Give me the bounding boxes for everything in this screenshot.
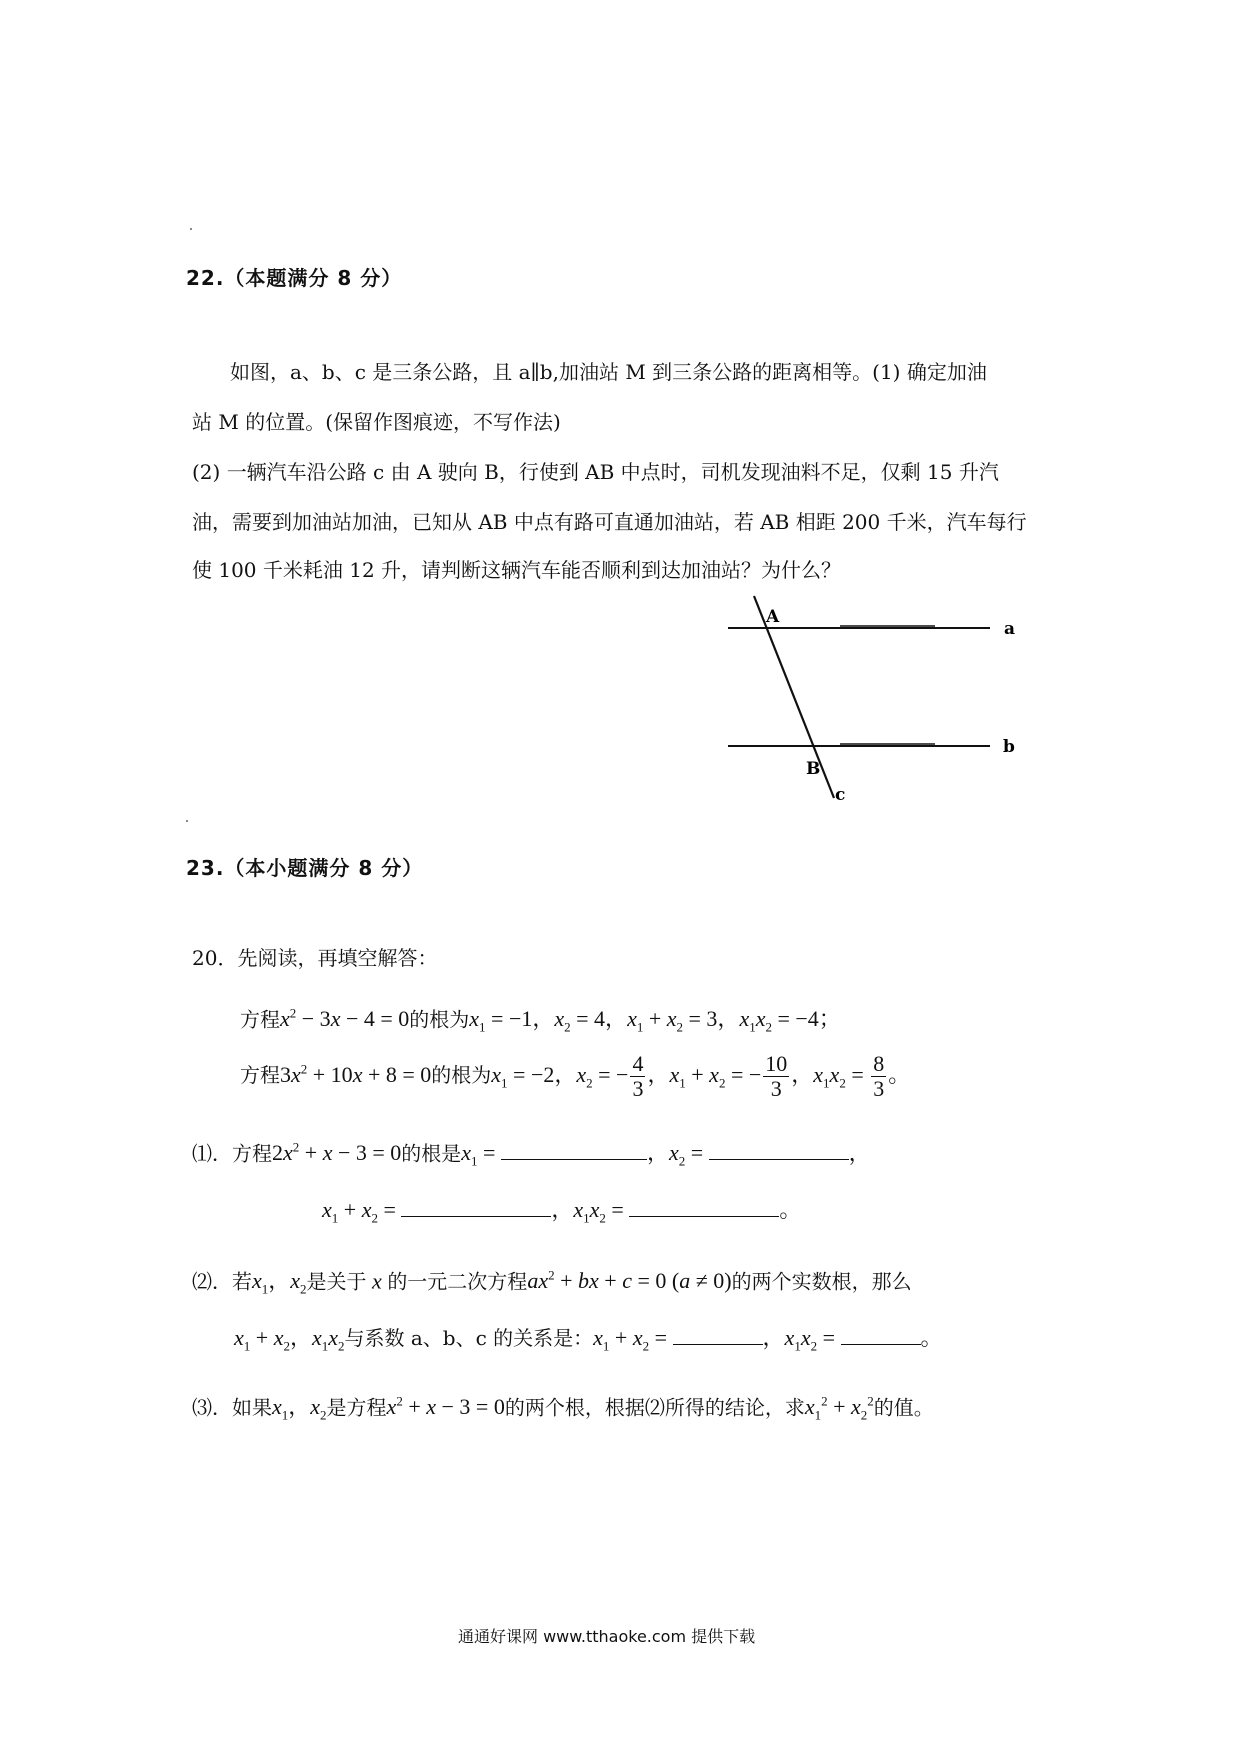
part2-text: 与系数 a、b、c 的关系是： <box>344 1326 594 1350</box>
scan-dot <box>190 228 192 230</box>
q22-paragraph-line: (2) 一辆汽车沿公路 c 由 A 驶向 B，行使到 AB 中点时，司机发现油料不足，仅剩 15 升汽 <box>192 460 999 484</box>
part1-label: ⑴．方程 <box>192 1141 272 1166</box>
part2-text: 的两个实数根，那么 <box>731 1269 912 1294</box>
part2-text: 是关于 <box>306 1269 367 1294</box>
part2-line-1: ⑵．若$x_1$，$x_2$是关于 x 的一元二次方程$ax^2$ + bx + c = 0 (a ≠ 0)的两个实数根，那么 <box>192 1268 912 1297</box>
road-b-label: b <box>1003 737 1015 757</box>
point-b-label: B <box>806 759 821 779</box>
answer-blank-sum-relation[interactable] <box>673 1326 763 1345</box>
part3-label: ⑶．如果 <box>192 1395 272 1420</box>
q22-paragraph-line: 如图，a、b、c 是三条公路，且 a∥b,加油站 M 到三条公路的距离相等。(1) 确定加油 <box>230 360 987 384</box>
example-line-1: 方程$x^2 - 3x - 4 = 0$的根为$x_1 = -1$，$x_2 = 4$，$x_1 + x_2 = 3$，$x_1x_2 = -4$； <box>240 1006 841 1035</box>
q22-heading: 22.（本题满分 8 分） <box>186 266 403 290</box>
q22-paragraph-line: 使 100 千米耗油 12 升，请判断这辆汽车能否顺利到达加油站？为什么？ <box>192 558 842 582</box>
road-a-label: a <box>1004 619 1016 639</box>
example-label: 的根为 <box>409 1007 470 1032</box>
point-a-label: A <box>766 607 780 627</box>
part3-text: 的两个根，根据⑵所得的结论，求 <box>504 1395 805 1420</box>
part2-text: 的一元二次方程 <box>387 1269 528 1294</box>
answer-blank-x1[interactable] <box>501 1141 647 1160</box>
q22-figure <box>720 592 1040 812</box>
answer-blank-x2[interactable] <box>709 1141 849 1160</box>
part3-line: ⑶．如果$x_1$，$x_2$是方程$x^2 + x - 3 = 0$的两个根，根据⑵所得的结论，求$x_1^2 + x_2^2$的值。 <box>192 1394 934 1423</box>
example-line-2: 方程$3x^2 + 10x + 8 = 0$的根为$x_1 = -2$，$x_2$ = − $\frac{4}{3}$ ，$x_1 + x_2$ = − $\frac{10}{3}$ ，$x_1x_2$ = $\frac{8}{3}$ 。 <box>240 1051 911 1101</box>
answer-blank-product[interactable] <box>629 1198 779 1217</box>
footer-text: 通通好课网 www.tthaoke.com 提供下载 <box>458 1627 756 1646</box>
road-c-label: c <box>835 785 846 805</box>
part3-text: 是方程 <box>326 1395 387 1420</box>
answer-blank-product-relation[interactable] <box>841 1326 921 1345</box>
q23-intro: 20．先阅读，再填空解答： <box>192 946 438 970</box>
fraction: $\frac{4}{3}$ <box>632 1051 644 1101</box>
answer-blank-sum[interactable] <box>401 1198 551 1217</box>
part1-text: 的根是 <box>401 1141 462 1166</box>
part3-text: 的值。 <box>873 1395 934 1420</box>
example-label: 方程 <box>240 1063 280 1087</box>
part2-label: ⑵．若 <box>192 1269 252 1294</box>
q22-paragraph-line: 站 M 的位置。(保留作图痕迹，不写作法) <box>192 410 561 434</box>
q22-paragraph-line: 油，需要到加油站加油，已知从 AB 中点有路可直通加油站，若 AB 相距 200 千米，汽车每行 <box>192 510 1027 534</box>
fraction: $\frac{8}{3}$ <box>873 1051 885 1101</box>
example-label: 的根为 <box>431 1063 492 1087</box>
part2-line-2: $x_1 + x_2$，$x_1x_2$与系数 a、b、c 的关系是：$x_1 + x_2$ = ，$x_1x_2$ = 。 <box>234 1325 943 1354</box>
part1-line-2: $x_1 + x_2$ = ，$x_1x_2$ = 。 <box>322 1197 802 1226</box>
q23-heading: 23.（本小题满分 8 分） <box>186 856 424 880</box>
scan-dot <box>186 820 188 822</box>
fraction: $\frac{10}{3}$ <box>765 1051 788 1101</box>
part1-line-1: ⑴．方程$2x^2 + x - 3 = 0$的根是$x_1$ = ，$x_2$ = ， <box>192 1140 871 1169</box>
example-label: 方程 <box>240 1007 280 1032</box>
